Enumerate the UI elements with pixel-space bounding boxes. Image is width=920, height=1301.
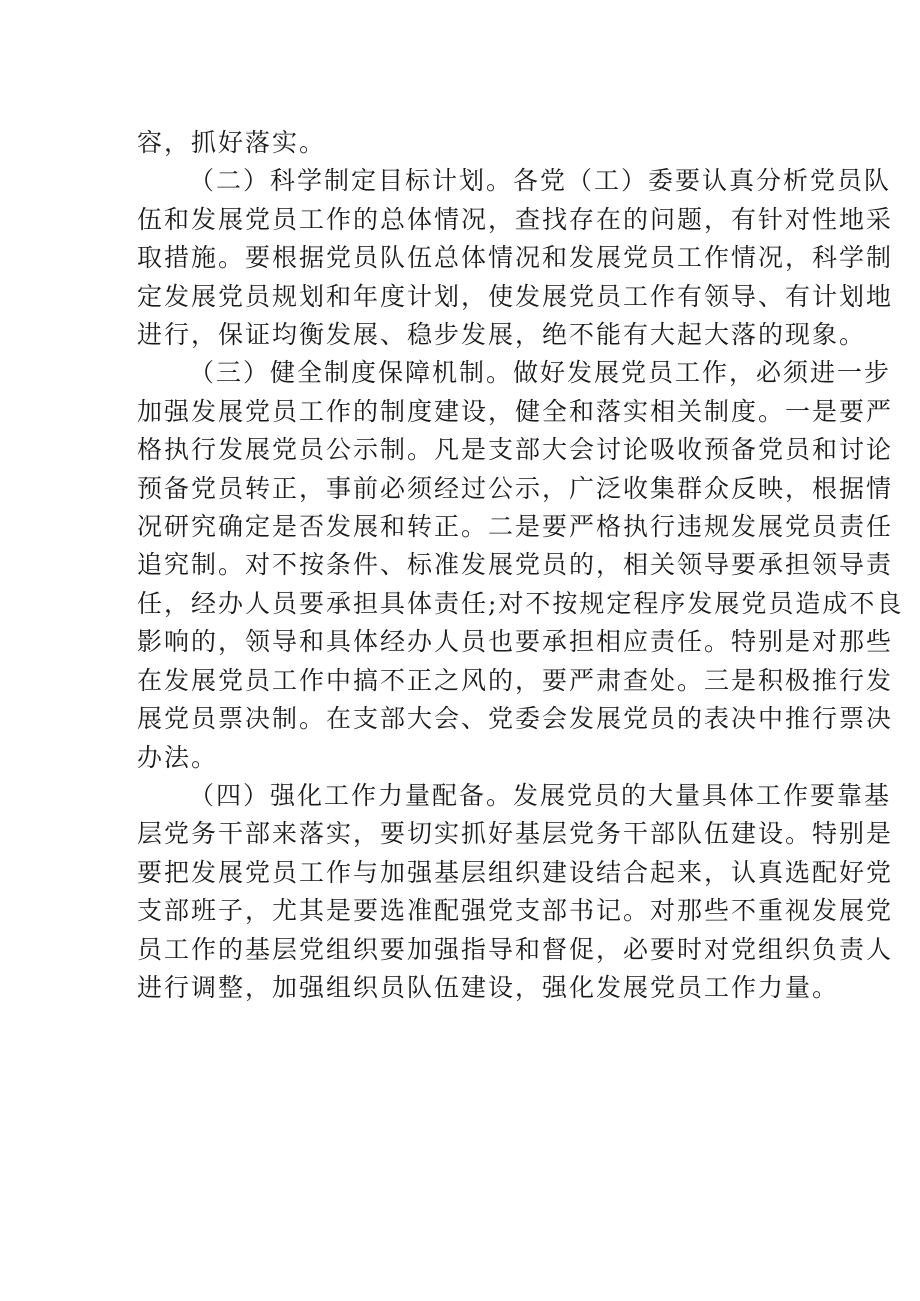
text-line: 追究制。对不按条件、标准发展党员的，相关领导要承担领导责 — [137, 550, 894, 580]
text-line: 加强发展党员工作的制度建设，健全和落实相关制度。一是要严 — [137, 396, 894, 426]
text-line: 进行调整，加强组织员队伍建设，强化发展党员工作力量。 — [137, 972, 840, 1002]
text-line: 格执行发展党员公示制。凡是支部大会讨论吸收预备党员和讨论 — [137, 435, 894, 465]
text-line: 要把发展党员工作与加强基层组织建设结合起来，认真选配好党 — [137, 857, 894, 887]
paragraph — [137, 354, 904, 776]
text-line: （三）健全制度保障机制。做好发展党员工作，必须进一步 — [189, 358, 892, 388]
text-line: （四）强化工作力量配备。发展党员的大量具体工作要靠基 — [189, 780, 892, 810]
text-line: 取措施。要根据党员队伍总体情况和发展党员工作情况，科学制 — [137, 243, 894, 273]
text-line: 容，抓好落实。 — [137, 128, 327, 157]
text-line: 办法。 — [137, 742, 219, 772]
text-line: （二）科学制定目标计划。各党（工）委要认真分析党员队 — [189, 166, 892, 196]
paragraph — [137, 124, 783, 162]
text-line: 况研究确定是否发展和转正。二是要严格执行违规发展党员责任 — [137, 512, 894, 542]
text-line: 定发展党员规划和年度计划，使发展党员工作有领导、有计划地 — [137, 281, 894, 311]
text-line: 伍和发展党员工作的总体情况，查找存在的问题，有针对性地采 — [137, 204, 894, 234]
text-line: 预备党员转正，事前必须经过公示，广泛收集群众反映，根据情 — [137, 473, 894, 503]
text-line: 层党务干部来落实，要切实抓好基层党务干部队伍建设。特别是 — [137, 819, 894, 849]
text-line: 影响的，领导和具体经办人员也要承担相应责任。特别是对那些 — [137, 627, 894, 657]
text-line: 支部班子，尤其是要选准配强党支部书记。对那些不重视发展党 — [137, 896, 894, 926]
paragraph — [137, 162, 894, 354]
text-line: 任，经办人员要承担具体责任;对不按规定程序发展党员造成不良 — [137, 588, 904, 618]
text-line: 在发展党员工作中搞不正之风的，要严肃查处。三是积极推行发 — [137, 665, 894, 695]
text-line: 进行，保证均衡发展、稳步发展，绝不能有大起大落的现象。 — [137, 320, 867, 350]
text-line: 员工作的基层党组织要加强指导和督促，必要时对党组织负责人 — [137, 934, 894, 964]
text-line: 展党员票决制。在支部大会、党委会发展党员的表决中推行票决 — [137, 704, 894, 734]
paragraph — [137, 777, 894, 1007]
document-body — [137, 124, 904, 1007]
